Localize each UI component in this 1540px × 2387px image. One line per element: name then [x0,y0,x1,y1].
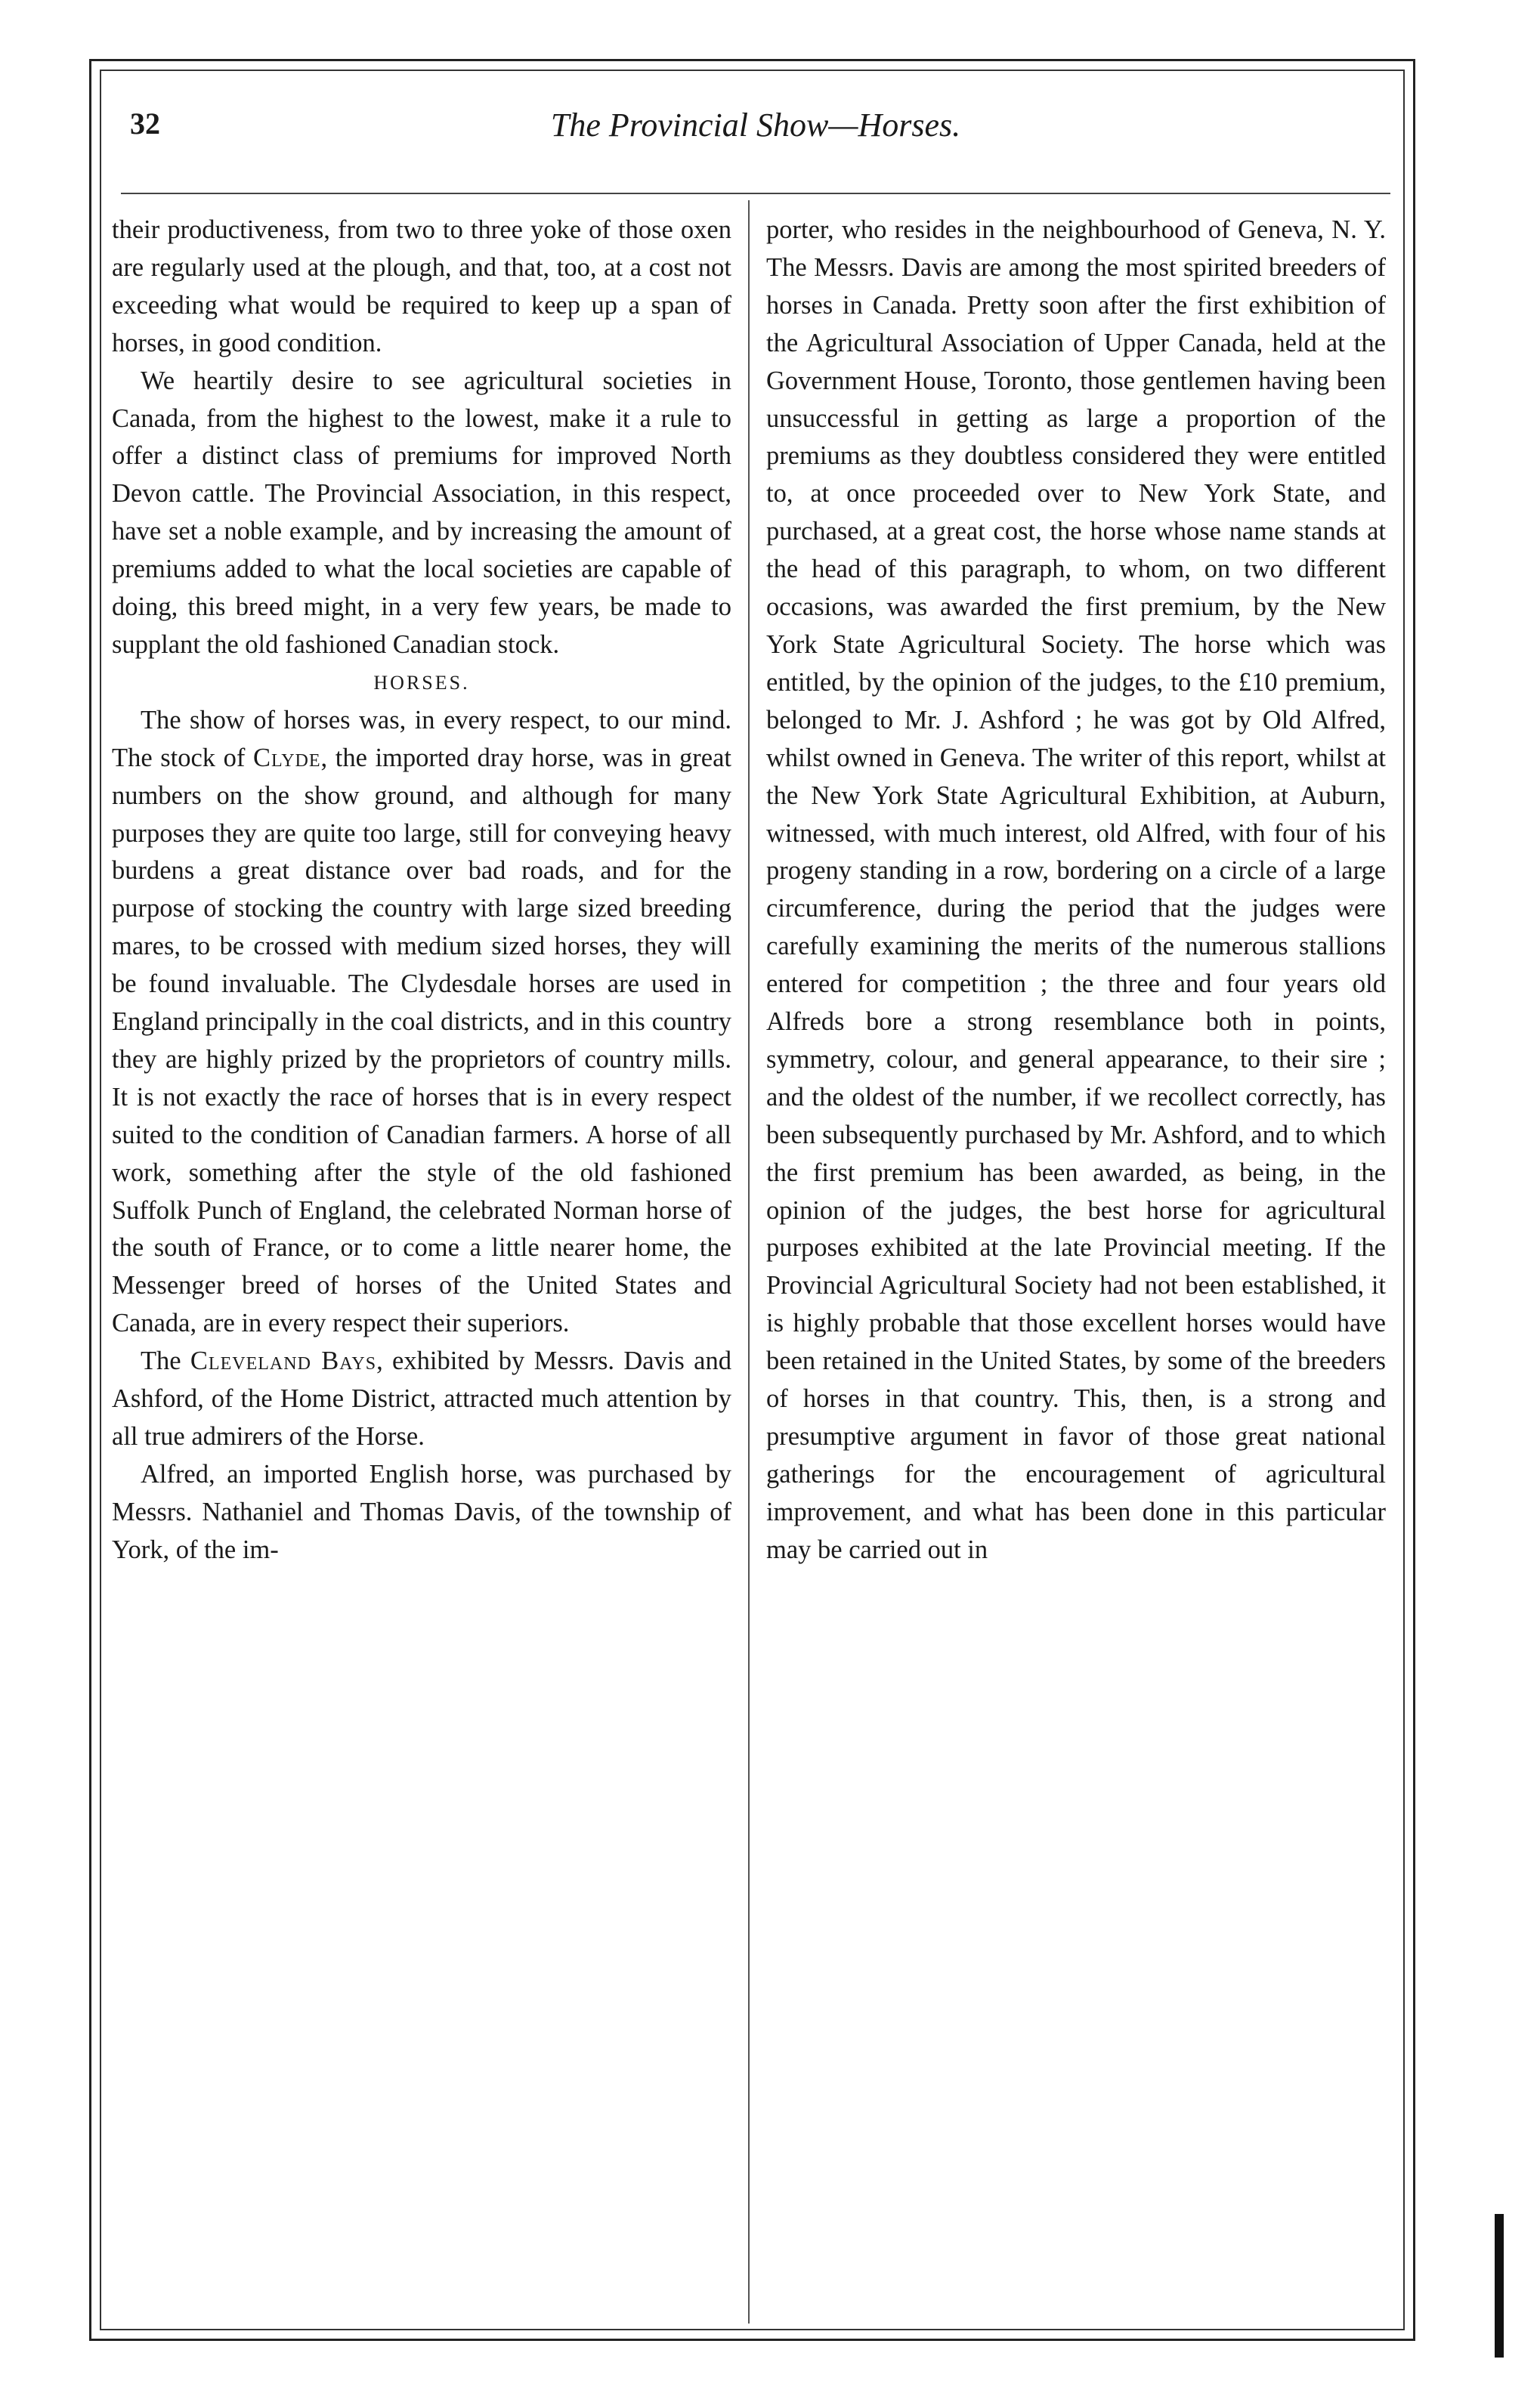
paragraph: porter, who resides in the neighbourhood of Geneva, N. Y. The Messrs. Davis are among the most spirited breeders of horses in Canada. Pretty soon after the first exhibition of the Agricultural Association of Upper Canada, held at the Government House, Toronto, those gentlemen having been unsuccessful in getting as large a proportion of the premiums as they doubtless considered they were entitled to, at once proceeded over to New York State, and purchased, at a great cost, the horse whose name stands at the head of this paragraph, to whom, on two different occasions, was awarded the first premium, by the New York State Agricultural Society. The horse which was entitled, by the opinion of the judges, to the £10 premium, belonged to Mr. J. Ashford ; he was got by Old Alfred, whilst owned in Geneva. The writer of this report, whilst at the New York State Agricultural Exhibition, at Auburn, witnessed, with much interest, old Alfred, with four of his progeny standing in a row, bordering on a circle of a large circumference, during the period that the judges were carefully examining the merits of the numerous stallions entered for competition ; the three and four years old Alfreds bore a strong resemblance both in points, symmetry, colour, and general appearance, to their sire ; and the oldest of the number, if we recollect correctly, has been subsequently purchased by Mr. Ashford, and to which the first premium has been awarded, as being, in the opinion of the judges, the best horse for agricultural purposes exhibited at the late Provincial meeting. If the Provincial Agricultural Society had not been established, it is highly probable that those excellent horses would have been retained in the United States, by some of the breeders of horses in that country. This, then, is a strong and presumptive argument in favor of those great national gatherings for the encouragement of agricultural improvement, and what has been done in this particular may be carried out in [766,215,1386,1564]
paragraph [112,1343,731,1456]
page-number: 32 [130,107,160,141]
small-caps-term: Cleveland Bays [190,1347,377,1376]
running-title: The Provincial Show—Horses. [550,107,961,144]
paragraph-text: The show of horses was, in every respect, to our mind. The stock of [112,705,731,772]
paragraph: We heartily desire to see agricultural societies in Canada, from the highest to the lowest, make it a rule to offer a distinct class of premiums for improved North Devon cattle. The Provincial Association, in this respect, have set a noble example, and by increasing the amount of premiums added to what the local societies are capable of doing, this breed might, in a very few years, be made to supplant the old fashioned Canadian stock. [112,366,731,659]
paragraph-text: The [140,1347,190,1376]
left-column [112,212,731,1569]
paragraph: their productiveness, from two to three yoke of those oxen are regularly used at the plough, and that, too, at a cost not exceeding what would be required to keep up a span of horses, in good condition. [112,215,731,357]
page-header [121,106,1390,159]
section-heading: HORSES. [373,671,470,694]
header-rule [121,193,1390,194]
paragraph: Alfred, an imported English horse, was purchased by Messrs. Nathaniel and Thomas Davis, of the township of York, of the im- [112,1459,731,1564]
paragraph [112,702,731,1343]
paragraph-text: , the imported dray horse, was in great numbers on the show ground, and although for many purposes they are quite too large, still for conveying heavy burdens a great distance over bad roads, and for the purpose of stocking the country with large sized breeding mares, to be crossed with medium sized horses, they will be found invaluable. The Clydesdale horses are used in England principally in the coal districts, and in this country they are highly prized by the proprietors of country mills. It is not exactly the race of horses that is in every respect suited to the condition of Canadian farmers. A horse of all work, something after the style of the old fashioned Suffolk Punch of England, the celebrated Norman horse of the south of France, or to come a little nearer home, the Messenger breed of horses of the United States and Canada, are in every respect their superiors. [112,743,731,1338]
column-divider [748,200,750,2324]
right-column [766,212,1386,1569]
small-caps-term: Clyde [252,743,321,772]
paragraph-text: , exhibited by Messrs. Davis and Ashford, of the Home District, attracted much attention by all true admirers of the Horse. [112,1347,731,1451]
binding-edge-mark [1495,2214,1504,2358]
